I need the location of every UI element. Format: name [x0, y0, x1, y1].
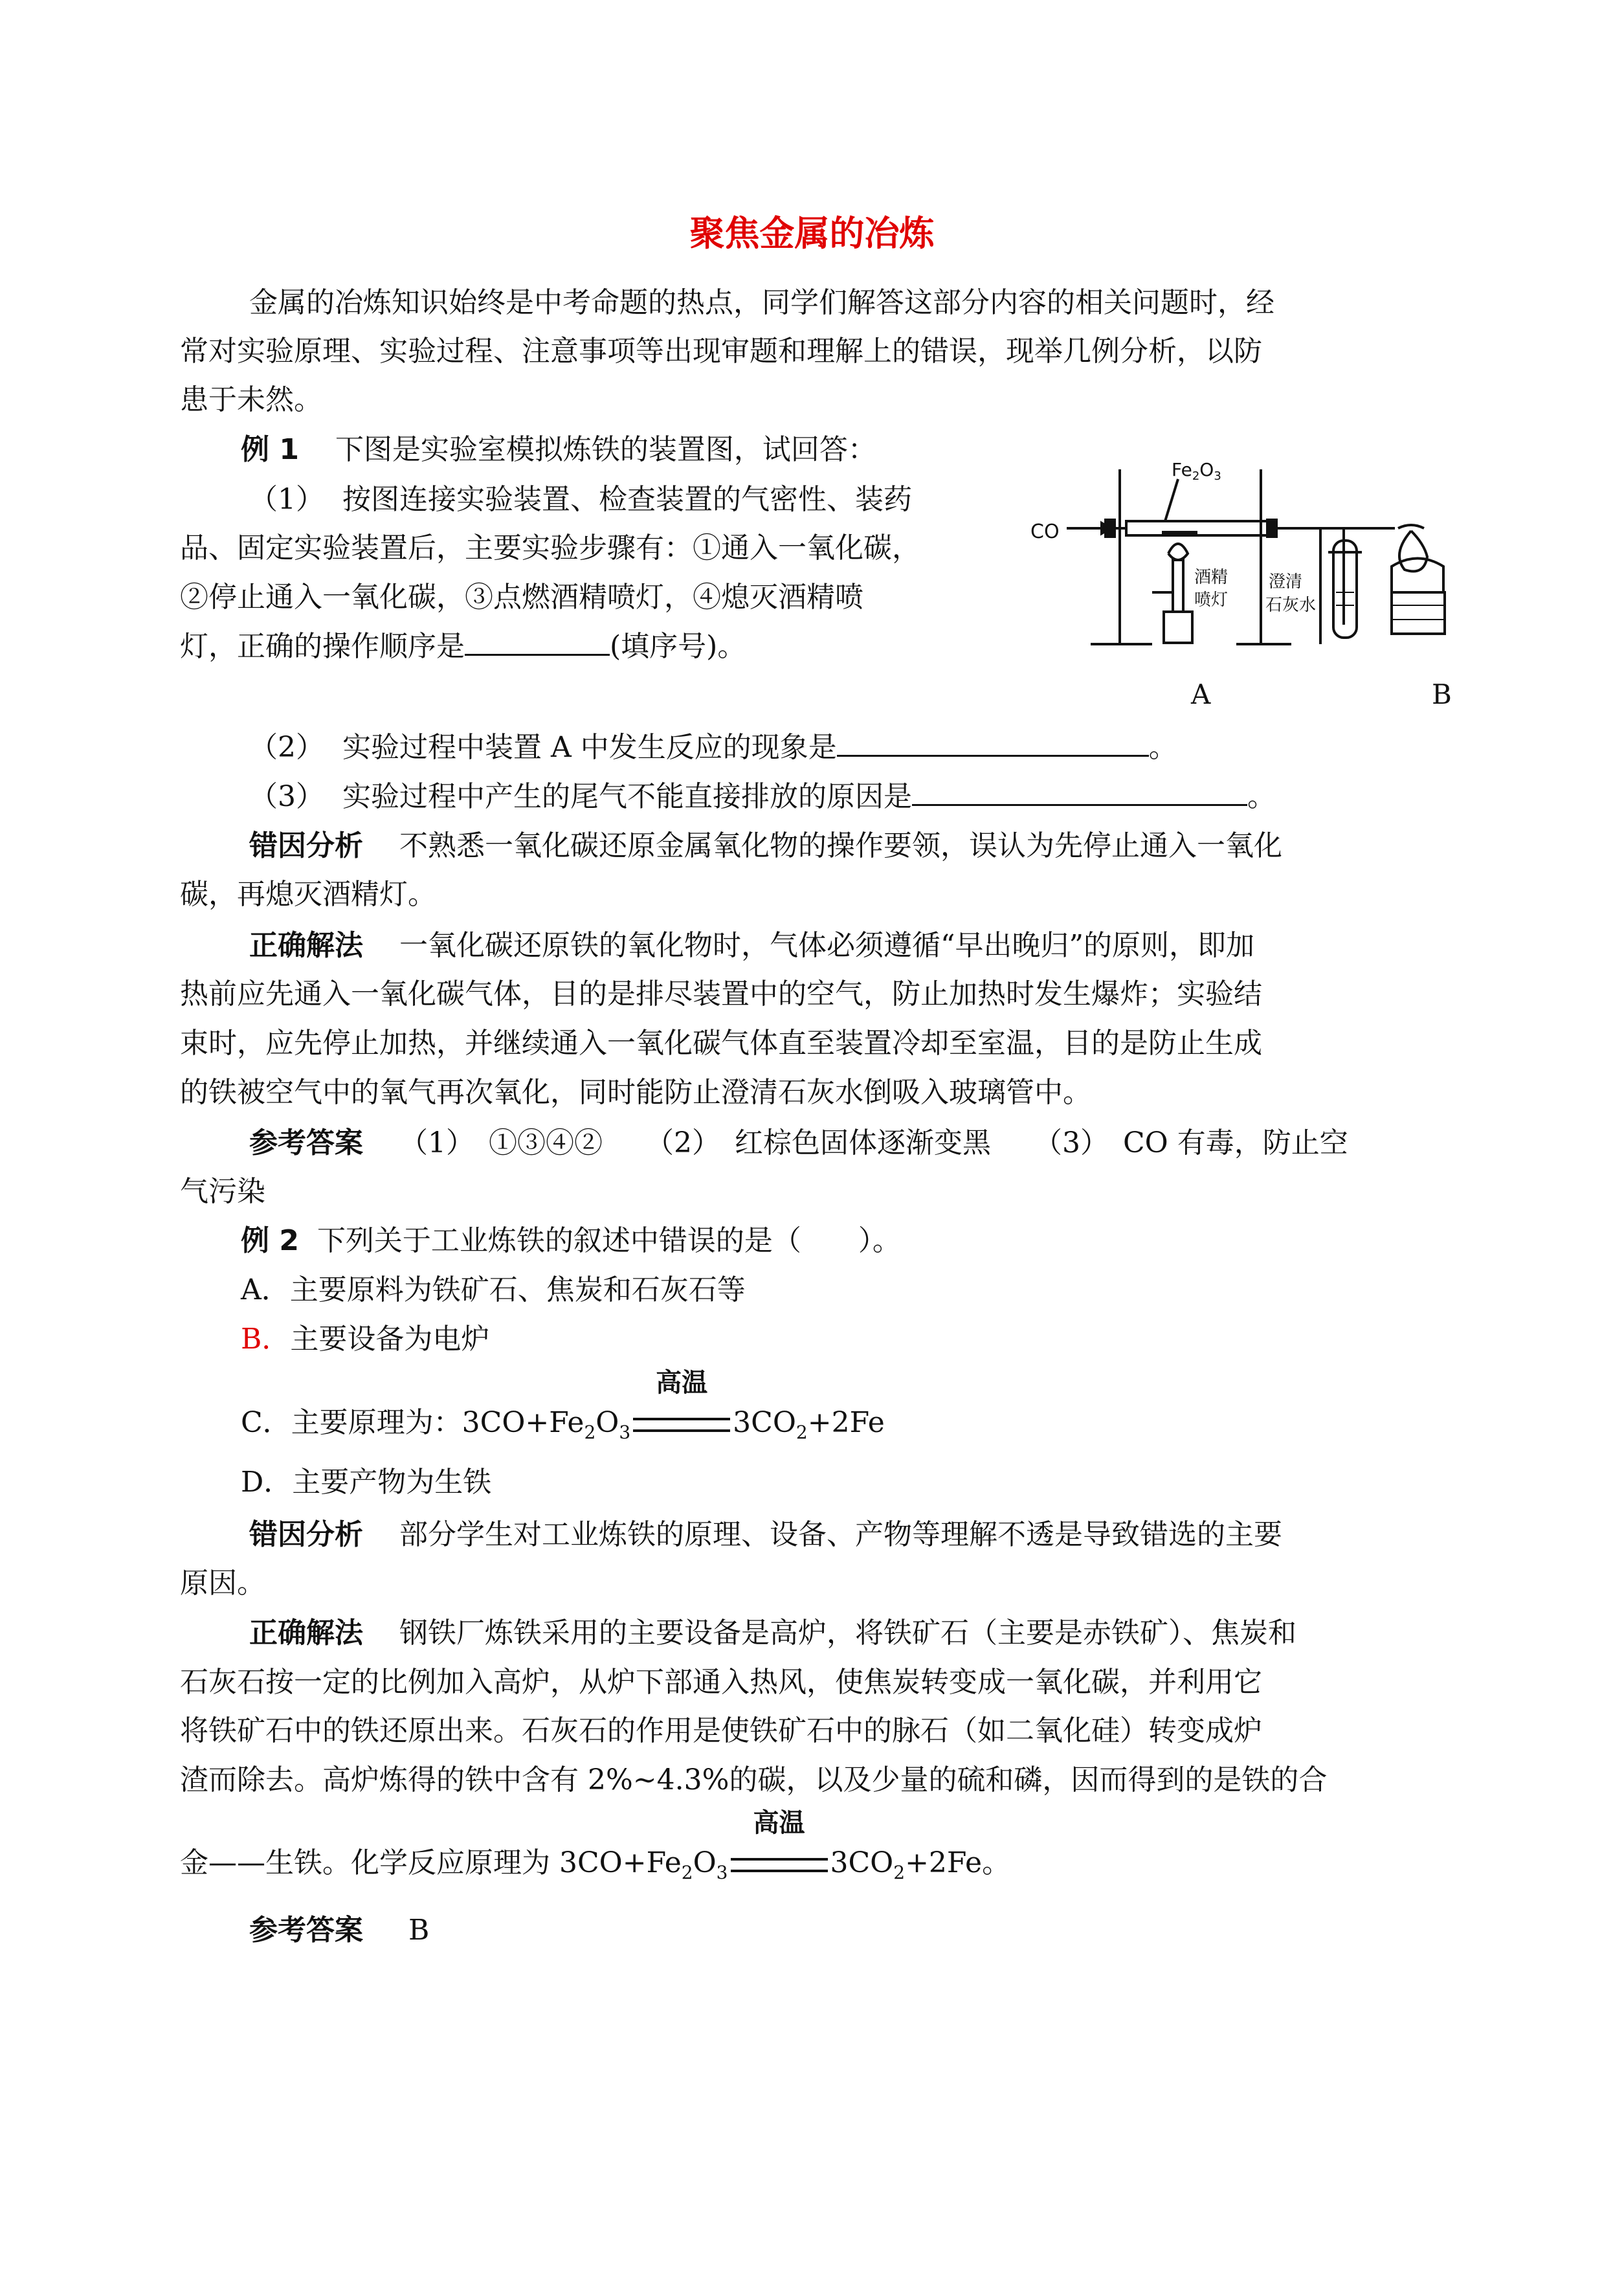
q1-number: （1）	[249, 483, 324, 516]
q2-answer-blank[interactable]	[837, 729, 1149, 757]
q3-answer-blank[interactable]	[912, 778, 1247, 806]
q1-line-3: ②停止通入一氧化碳，③点燃酒精喷灯，④熄灭酒精喷	[180, 581, 863, 614]
option-b	[241, 1320, 489, 1359]
ex1-solution-line-1	[249, 926, 1254, 965]
ex1-error-label: 错因分析	[249, 829, 363, 862]
ex1-error-line-1	[249, 827, 1282, 866]
fig-lamp-label-1: 酒精	[1194, 568, 1229, 587]
option-b-text: 主要设备为电炉	[290, 1323, 490, 1356]
q2-text: 实验过程中装置 A 中发生反应的现象是	[342, 731, 837, 764]
ex2-solution-line-5	[180, 1808, 1011, 1886]
fig-label-b: B	[1432, 678, 1452, 710]
option-c-text: C．主要原理为：	[241, 1406, 462, 1439]
ex1-solution-line-3: 束时，应先停止加热，并继续通入一氧化碳气体直至装置冷却至室温，目的是防止生成	[180, 1027, 1262, 1060]
q1-line-2: 品、固定实验装置后，主要实验步骤有：①通入一氧化碳，	[180, 531, 920, 565]
ex1-error-text-1: 不熟悉一氧化碳还原金属氧化物的操作要领，误认为先停止通入一氧化	[399, 829, 1282, 862]
option-d: D．主要产物为生铁	[241, 1466, 492, 1499]
ex2-solution-text-1: 钢铁厂炼铁采用的主要设备是高炉，将铁矿石（主要是赤铁矿）、焦炭和	[399, 1616, 1296, 1650]
ex1-answer-line-1	[249, 1124, 1348, 1163]
example-2-label: 例 2	[241, 1224, 299, 1257]
ex2-solution-line-3: 将铁矿石中的铁还原出来。石灰石的作用是使铁矿石中的脉石（如二氧化硅）转变成炉	[180, 1714, 1262, 1747]
ex2-answer-line	[249, 1911, 429, 1950]
ex2-error-text-1: 部分学生对工业炼铁的原理、设备、产物等理解不透是导致错选的主要	[399, 1518, 1282, 1551]
example-1-label: 例 1	[241, 433, 299, 466]
intro-line-2: 常对实验原理、实验过程、注意事项等出现审题和理解上的错误，现举几例分析，以防	[180, 335, 1262, 368]
equals-sign	[633, 1418, 730, 1432]
q2-end: 。	[1148, 731, 1177, 764]
ex2-solution-text-5: 金——生铁。化学反应原理为	[180, 1846, 559, 1879]
q1-text-1: 按图连接实验装置、检查装置的气密性、装药	[342, 483, 912, 516]
reaction-condition-2: 高温	[753, 1808, 805, 1838]
example-2-text: 下列关于工业炼铁的叙述中错误的是（ ）。	[317, 1224, 901, 1257]
fig-label-a: A	[1191, 678, 1211, 710]
q1-text-4: 灯，正确的操作顺序是	[180, 630, 465, 663]
q2-line	[249, 728, 1177, 767]
q1-text-4-end: (填序号)。	[610, 630, 746, 663]
q1-line-4	[180, 627, 746, 666]
q3-line	[249, 777, 1276, 816]
ex1-answer-label: 参考答案	[249, 1126, 363, 1159]
ex2-solution-formula: $3CO+Fe_2O_3$ 高温 $3CO_2+2Fe$	[559, 1846, 982, 1879]
ex2-error-line-1	[249, 1516, 1282, 1554]
ex2-answer-text: B	[408, 1914, 430, 1947]
ex2-solution-line-2: 石灰石按一定的比例加入高炉，从炉下部通入热风，使焦炭转变成一氧化碳，并利用它	[180, 1666, 1262, 1699]
example-2-question	[241, 1222, 901, 1260]
apparatus-figure	[1029, 450, 1482, 673]
ex1-error-line-2: 碳，再熄灭酒精灯。	[180, 878, 436, 911]
intro-line-1: 金属的冶炼知识始终是中考命题的热点，同学们解答这部分内容的相关问题时，经	[249, 286, 1274, 319]
ex2-error-line-2: 原因。	[180, 1567, 265, 1600]
option-c	[241, 1368, 885, 1446]
q3-text: 实验过程中产生的尾气不能直接排放的原因是	[342, 780, 912, 813]
fig-water-label-1: 澄清	[1269, 572, 1303, 592]
ex1-solution-line-4: 的铁被空气中的氧气再次氧化，同时能防止澄清石灰水倒吸入玻璃管中。	[180, 1076, 1091, 1109]
fig-lamp-label-2: 喷灯	[1194, 590, 1229, 610]
ex2-solution-label: 正确解法	[249, 1616, 363, 1650]
page-title: 聚焦金属的冶炼	[689, 213, 935, 254]
fig-water-label-2: 石灰水	[1265, 596, 1317, 615]
ex2-solution-line-1	[249, 1614, 1296, 1653]
q3-number: （3）	[249, 780, 324, 813]
ex2-solution-line-4: 渣而除去。高炉炼得的铁中含有 2%~4.3%的碳，以及少量的硫和磷，因而得到的是铁的合	[180, 1763, 1328, 1796]
fig-co-label: CO	[1030, 520, 1060, 543]
q1-line-1	[249, 480, 912, 519]
ex2-error-label: 错因分析	[249, 1518, 363, 1551]
reaction-condition: 高温	[656, 1368, 708, 1398]
ex1-answer-line-2: 气污染	[180, 1175, 265, 1208]
option-c-formula: $3CO+Fe_2O_3$ 高温 $3CO_2+2Fe$	[462, 1406, 885, 1439]
ex2-solution-end: 。	[982, 1846, 1011, 1879]
q1-answer-blank[interactable]	[465, 628, 610, 656]
example-1-text: 下图是实验室模拟炼铁的装置图，试回答：	[335, 433, 876, 466]
ex1-solution-label: 正确解法	[249, 929, 363, 962]
ex2-answer-label: 参考答案	[249, 1914, 363, 1947]
ex1-answer-text-1: （1） ①③④② （2） 红棕色固体逐渐变黑 （3） CO 有毒，防止空	[399, 1126, 1348, 1159]
option-b-letter: B．	[241, 1323, 291, 1356]
equals-sign-2	[731, 1858, 828, 1872]
q2-number: （2）	[249, 731, 324, 764]
intro-line-3: 患于未然。	[180, 383, 322, 416]
option-a: A．主要原料为铁矿石、焦炭和石灰石等	[241, 1273, 746, 1306]
ex1-solution-text-1: 一氧化碳还原铁的氧化物时，气体必须遵循“早出晚归”的原则，即加	[399, 929, 1254, 962]
example-1-question	[241, 431, 876, 469]
fig-fe2o3-label: $Fe_2O_3$	[1172, 459, 1221, 483]
q3-end: 。	[1247, 780, 1276, 813]
ex1-solution-line-2: 热前应先通入一氧化碳气体，目的是排尽装置中的空气，防止加热时发生爆炸；实验结	[180, 978, 1262, 1011]
